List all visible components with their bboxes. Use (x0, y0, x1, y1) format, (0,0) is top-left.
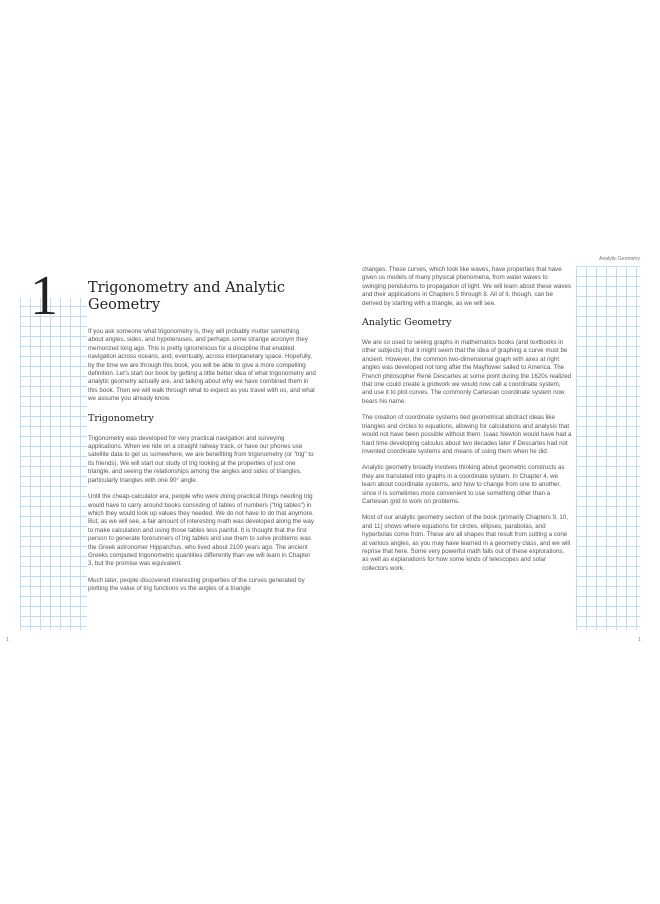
page-number-left: 1 (6, 637, 9, 643)
paragraph: We are so used to seeing graphs in mathematics books (and textbooks in other subjects) that it might seem that the idea of graphing a curve must be ancient. However, the common two-dimensional graph with axes at right angles was developed not long after the Mayflower sailed to America. The French philosopher René Descartes at some point during the 1620s realized that one could create a gridwork we would now call a coordinate system, and use it to plot curves. The commonly Cartesian coordinate system now bears his name. (362, 339, 572, 405)
right-page-body (362, 266, 572, 581)
running-head: Analytic Geometry (599, 256, 640, 262)
section-heading-trigonometry: Trigonometry (88, 412, 154, 424)
paragraph: Until the cheap-calculator era, people who were doing practical things needing trig would have to carry around books consisting of tables of numbers ("trig tables") in which they would look up values they needed. We do not have to do that anymore. But, as we will see, a fair amount of interesting math was developed along the way to make calculation and using those tables less painful. It is thought that the first person to generate forerunners of trig tables and use them to solve problems was the Greek astronomer Hipparchus, who lived about 2100 years ago. The ancient Greeks computed trigonometric quantities differently than we will learn in Chapter 3, but the promise was equivalent. (88, 493, 314, 568)
left-page-body (88, 328, 316, 602)
chapter-title: Trigonometry and Analytic Geometry (88, 280, 285, 313)
graph-paper-margin-right (576, 266, 640, 630)
continuation-paragraph: changes. These curves, which look like waves, have properties that have given us models of many physical phenomena, from water waves to swinging pendulums to propagation of light. We will learn about these waves and their applications in Chapters 5 through 8. All of it, though, can be derived by starting with a triangle, as we will see. (362, 266, 572, 307)
chapter-number: 1 (30, 265, 58, 327)
section-heading-analytic-geometry: Analytic Geometry (362, 317, 452, 329)
paragraph: Trigonometry was developed for very practical navigation and surveying applications. When we ride on a straight railway track, or have our phones use satellite data to get us somewhere, we are benefiting from trigonometry (or "trig" to its friends). We will start our study of trig looking at the properties of just one triangle, and seeing the relationships among the angles and sides of triangles, particularly triangles with one 90° angle. (88, 434, 314, 484)
paragraph: The creation of coordinate systems tied geometrical abstract ideas like triangles and circles to equations, allowing for calculations and analysis that would not have been possible without them. Isaac Newton would have had a hard time developing calculus about two decades later if Descartes had not invented coordinate systems and means of using them when he did. (362, 414, 572, 455)
page-number-right: 1 (638, 637, 641, 643)
paragraph: Analytic geometry broadly involves thinking about geometric constructs as they are translated into graphs in a coordinate system. In Chapter 4, we learn about coordinate systems, and how to change from one to another, since it is sometimes more convenient to use something other than a Cartesian grid to work on problems. (362, 464, 565, 505)
intro-paragraph: If you ask someone what trigonometry is, they will probably mutter something about angles, sides, and hypotenuses, and perhaps some strange acronym they memorized long ago. This is pretty ignominious for a discipline that enabled navigation across oceans, and, eventually, across interplanetary space. Hopefully, by the time we are through this book, you will be able to give a more compelling definition. Let's start our book by getting a little better idea of what trigonometry and analytic geometry actually are, and talking about why we have combined them in this book. Then we will walk through what to expect as you travel with us, and what we assume you already know. (88, 328, 316, 403)
paragraph: Most of our analytic geometry section of the book (primarily Chapters 9, 10, and 11) shows where equations for circles, ellipses, parabolas, and hyperbolas come from. These are all shapes that result from cutting a cone at various angles, as you may have learned in a geometry class, and we will reprise that here. Some very powerful math falls out of these explorations, as well as explanations for how some kinds of telescopes and solar collectors work. (362, 514, 571, 572)
paragraph: Much later, people discovered interesting properties of the curves generated by plotting the value of trig functions vs the angles of a triangle (88, 576, 305, 593)
